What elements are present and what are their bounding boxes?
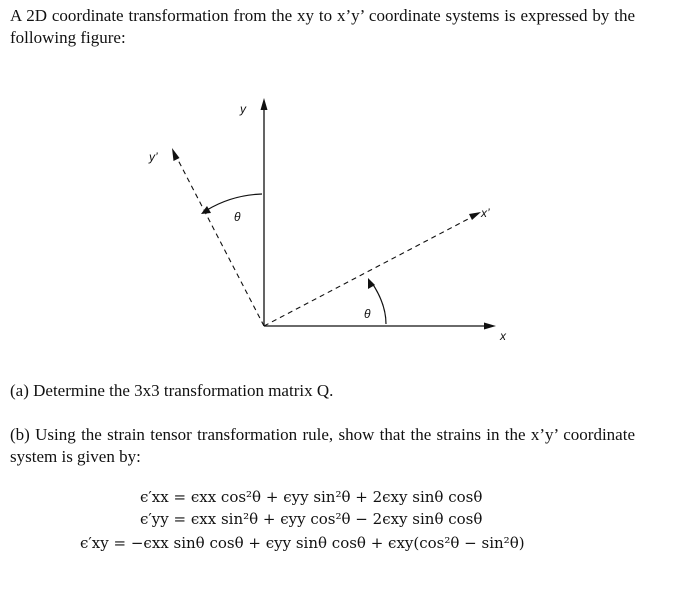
equation-strain-yy-text: ϵ′yy = ϵxx sin²θ + ϵyy cos²θ − 2ϵxy sinθ cosθ [140,510,483,528]
y-prime-axis-arrowhead [172,148,180,161]
y-prime-axis-label: y’ [149,150,158,164]
part-a-question: (a) Determine the 3x3 transformation matrix Q. [10,381,334,400]
y-axis-label: y [240,102,246,116]
y-prime-axis [177,158,264,326]
upper-angle-label: θ [234,210,241,224]
equation-strain-xx [140,486,482,508]
x-prime-axis-arrowhead [469,212,481,220]
problem-intro: A 2D coordinate transformation from the xy to x’y’ coordinate systems is expressed by the following figure: [10,6,635,47]
equation-strain-xx-text: ϵ′xx = ϵxx cos²θ + ϵyy sin²θ + 2ϵxy sinθ cosθ [140,488,483,506]
upper-angle-arrowhead [201,206,211,214]
y-axis-arrowhead [261,98,268,110]
lower-angle-label: θ [364,307,371,321]
x-axis-label: x [500,329,506,343]
lower-angle-arc [372,283,386,324]
part-b-question: (b) Using the strain tensor transformation rule, show that the strains in the x’y’ coordinate system is given by: [10,425,635,466]
equation-strain-xy-text: ϵ′xy = −ϵxx sinθ cosθ + ϵyy sinθ cosθ + ϵxy(cos²θ − sin²θ) [80,534,525,552]
upper-angle-arc [207,194,262,210]
equation-strain-xy [80,532,525,554]
lower-angle-arrowhead [368,278,375,289]
x-prime-axis-label: x’ [481,206,490,220]
equation-strain-yy [140,508,482,530]
x-axis-arrowhead [484,323,496,330]
